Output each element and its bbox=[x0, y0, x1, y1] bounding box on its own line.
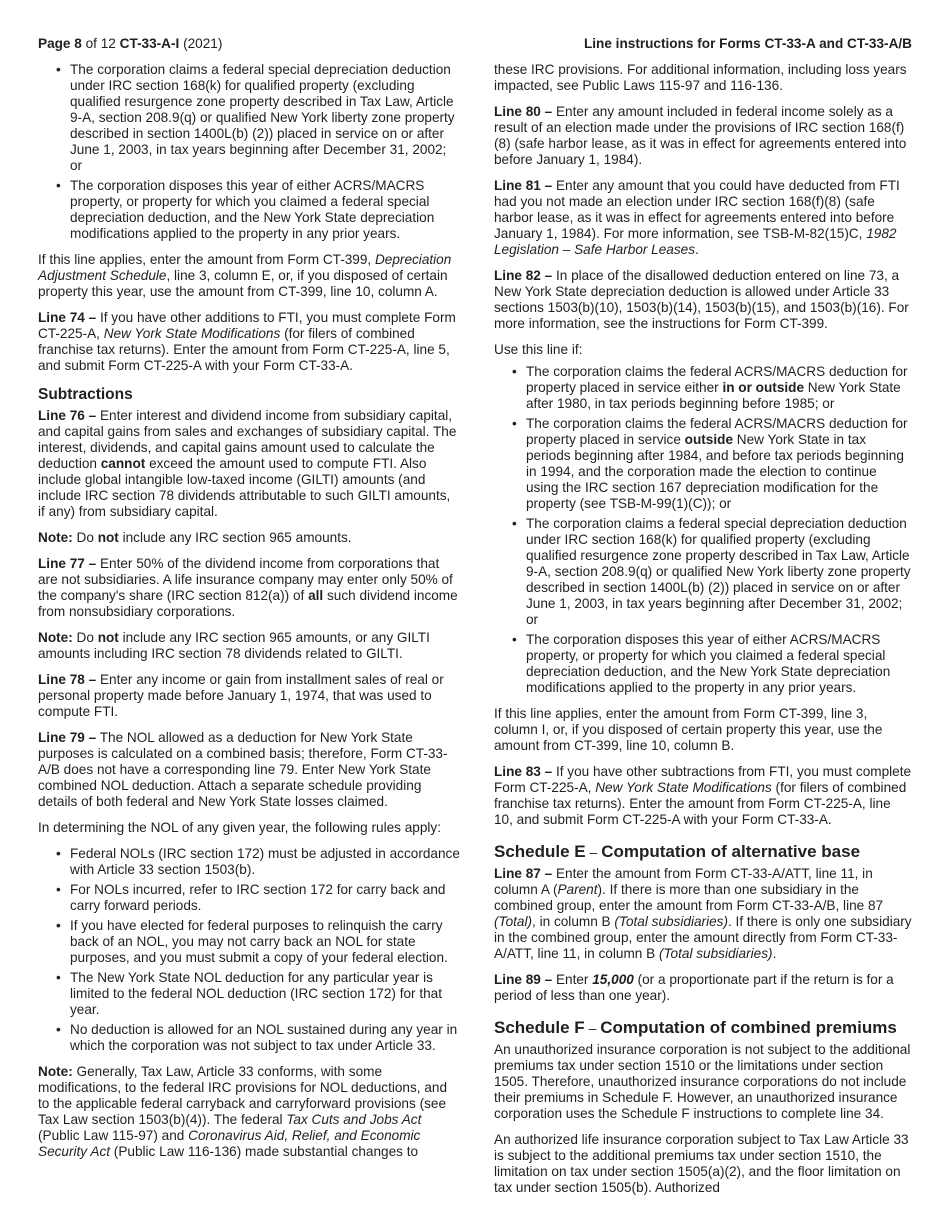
line-79: Line 79 – The NOL allowed as a deduction for New York State purposes is calculated on a combined basis; therefore, Form CT-33-A/B does not have a corresponding line 79. Enter New York State combined NOL deduction. Attach a separate schedule providing details of both federal and New York State losses claimed. bbox=[38, 730, 448, 809]
schedule-e-heading: Schedule E – Computation of alternative base bbox=[494, 842, 861, 861]
list-item: • If you have elected for federal purposes to relinquish the carry back of an NOL, you may not carry back an NOL for state purposes, and you must submit a copy of your federal election. bbox=[70, 918, 460, 966]
line-81: Line 81 – Enter any amount that you could have deducted from FTI had you not made an election under IRC section 168(f)(8) (safe harbor lease, as it was in effect for agreements entered into before January 1, 1984). For more information, see TSB-M-82(15)C, 1982 Legislation – Safe Harbor Leases. bbox=[494, 178, 900, 257]
use-if: Use this line if: bbox=[494, 342, 583, 357]
unauthorized-paragraph: An unauthorized insurance corporation is not subject to the additional premiums tax under section 1510 or the limitations under section 1505. Therefore, unauthorized insurance corporations do not include their premiums in Schedule F. However, an unauthorized insurance corporation uses the Schedule F instructions to complete line 34. bbox=[494, 1042, 911, 1121]
list-item: • The corporation claims a federal special depreciation deduction under IRC section 168(k) for qualified property (excluding qualified resurgence zone property described in Tax Law, Article 9-A, section 208.9(q) or qualified New York liberty zone property described in section 1400L(b) (2)) placed in service on or after June 1, 2003, in tax years beginning after December 31, 2002; or bbox=[70, 62, 460, 174]
paragraph-line-applies: If this line applies, enter the amount from Form CT-399, Depreciation Adjustment Schedule, line 3, column E, or, if you disposed of certain property this year, use the amount from CT-399, line 10, column A. bbox=[38, 252, 452, 299]
subtractions-heading: Subtractions bbox=[38, 386, 133, 403]
right-column bbox=[494, 62, 912, 1206]
line-82: Line 82 – In place of the disallowed deduction entered on line 73, a New York State depreciation deduction is allowed under Article 33 sections 1503(b)(10), 1503(b)(14), 1503(b)(15), and 1503(b)(16). For more information, see the instructions for Form CT-399. bbox=[494, 268, 909, 331]
list-item: • The corporation disposes this year of either ACRS/MACRS property, or property for which you claimed a federal special depreciation deduction, and the New York State depreciation modifications applied to the property in any prior years. bbox=[526, 632, 912, 696]
list-item: • The corporation disposes this year of either ACRS/MACRS property, or property for which you claimed a federal special depreciation deduction, and the New York State depreciation modifications applied to the property in any prior years. bbox=[70, 178, 460, 242]
list-item: • The New York State NOL deduction for any particular year is limited to the federal NOL deduction (IRC section 172) for that year. bbox=[70, 970, 460, 1018]
form-label: CT-33-A-I bbox=[119, 36, 180, 51]
note-1: Note: Do not include any IRC section 965 amounts. bbox=[38, 530, 352, 545]
header-title: Line instructions for Forms CT-33-A and CT-33-A/B bbox=[583, 36, 912, 51]
list-item: • For NOLs incurred, refer to IRC section 172 for carry back and carry forward periods. bbox=[70, 882, 460, 914]
continued-paragraph: these IRC provisions. For additional information, including loss years impacted, see Public Laws 115-97 and 116-136. bbox=[494, 62, 907, 93]
form-year: (2021) bbox=[179, 36, 223, 51]
nol-intro: In determining the NOL of any given year, the following rules apply: bbox=[38, 820, 442, 835]
line-77: Line 77 – Enter 50% of the dividend income from corporations that are not subsidiaries. A life insurance company may enter only 50% of the company's share (IRC section 812(a)) of all such dividend income from nonsubsidiary corporations. bbox=[38, 556, 458, 619]
note-3: Note: Generally, Tax Law, Article 33 conforms, with some modifications, to the federal IRC provisions for NOL deductions, and to the applicable federal carryback and carryforward provisions (see Tax Law section 1503(b)(4)). The federal Tax Cuts and Jobs Act (Public Law 115-97) and Coronavirus Aid, Relief, and Economic Security Act (Public Law 116-136) made substantial changes to bbox=[38, 1064, 448, 1159]
list-item: • No deduction is allowed for an NOL sustained during any year in which the corporation was not subject to tax under Article 33. bbox=[70, 1022, 460, 1054]
page-of: of 12 bbox=[81, 36, 120, 51]
paragraph-line-applies-2: If this line applies, enter the amount from Form CT-399, line 3, column I, or, if you disposed of certain property this year, use the amount from CT-399, line 10, column B. bbox=[494, 706, 883, 753]
page-number bbox=[38, 36, 222, 52]
page-label: Page 8 bbox=[38, 36, 82, 51]
line-78: Line 78 – Enter any income or gain from installment sales of real or personal property made before January 1, 1974, that was used to compute FTI. bbox=[38, 672, 444, 719]
page-header bbox=[38, 36, 912, 54]
authorized-paragraph: An authorized life insurance corporation subject to Tax Law Article 33 is subject to the additional premiums tax under section 1510, the limitation on tax under section 1505(a)(2), and the floor limitation on tax under section 1505(b). Authorized bbox=[494, 1132, 909, 1195]
left-column bbox=[38, 62, 460, 1170]
line-82-bullets bbox=[494, 364, 912, 696]
list-item: • The corporation claims a federal special depreciation deduction under IRC section 168(k) for qualified property (excluding qualified resurgence zone property described in Tax Law, Article 9-A, section 208.9(q) or qualified New York liberty zone property described in section 1400L(b) (2)) placed in service on or after June 1, 2003, in tax years beginning after December 31, 2002; or bbox=[526, 516, 912, 628]
line-76: Line 76 – Enter interest and dividend income from subsidiary capital, and capital gains from sales and exchanges of subsidiary capital. The interest, dividends, and capital gains amount used to calculate the deduction cannot exceed the amount used to compute FTI. Also include global intangible low-taxed income (GILTI) amounts (and include IRC section 78 dividends attributable to such GILTI amounts, if any) from subsidiary capital. bbox=[38, 408, 457, 519]
note-2: Note: Do not include any IRC section 965 amounts, or any GILTI amounts including IRC section 78 dividends related to GILTI. bbox=[38, 630, 430, 661]
list-item: • Federal NOLs (IRC section 172) must be adjusted in accordance with Article 33 section 1503(b). bbox=[70, 846, 460, 878]
line-74: Line 74 – If you have other additions to FTI, you must complete Form CT-225-A, New York State Modifications (for filers of combined franchise tax returns). Enter the amount from Form CT-225-A, line 5, and submit Form CT-225-A with your Form CT-33-A. bbox=[38, 310, 456, 373]
nol-rules-list bbox=[38, 846, 460, 1054]
depreciation-bullets bbox=[38, 62, 460, 242]
list-item: • The corporation claims the federal ACRS/MACRS deduction for property placed in service either in or outside New York State after 1980, in tax periods beginning before 1985; or bbox=[526, 364, 912, 412]
line-80: Line 80 – Enter any amount included in federal income solely as a result of an election made under the provisions of IRC section 168(f)(8) (safe harbor lease, as it was in effect for agreements entered into before January 1, 1984). bbox=[494, 104, 907, 167]
line-89: Line 89 – Enter 15,000 (or a proportionate part if the return is for a period of less than one year). bbox=[494, 972, 894, 1003]
line-83: Line 83 – If you have other subtractions from FTI, you must complete Form CT-225-A, New York State Modifications (for filers of combined franchise tax returns). Enter the amount from Form CT-225-A, line 10, and submit Form CT-225-A with your Form CT-33-A. bbox=[494, 764, 912, 827]
list-item: • The corporation claims the federal ACRS/MACRS deduction for property placed in service outside New York State in tax periods beginning after 1984, and before tax periods beginning in 1994, and the corporation made the election to continue using the IRC section 167 depreciation modification for the property (see TSB-M-99(1)(C)); or bbox=[526, 416, 912, 512]
line-87: Line 87 – Enter the amount from Form CT-33-A/ATT, line 11, in column A (Parent). If there is more than one subsidiary in the combined group, enter the amount from Form CT-33-A/B, line 87 (Total), in column B (Total subsidiaries). If there is only one subsidiary in the combined group, enter the amount directly from Form CT-33-A/ATT, line 11, in column B (Total subsidiaries). bbox=[494, 866, 912, 961]
schedule-f-heading: Schedule F – Computation of combined premiums bbox=[494, 1018, 897, 1037]
